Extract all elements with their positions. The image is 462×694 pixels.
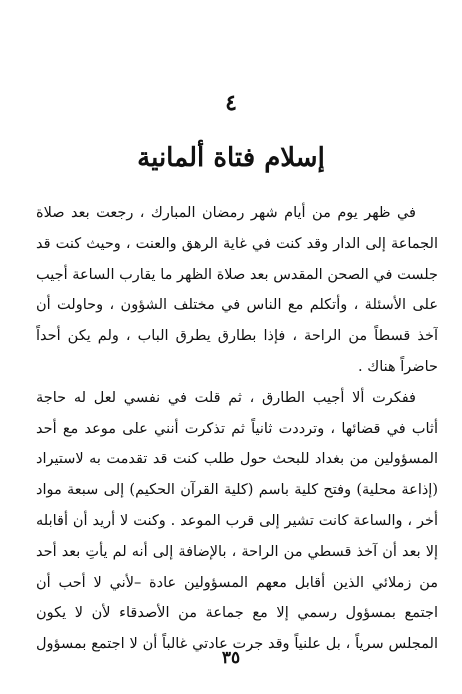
text-line: جلست في الصحن المقدس بعد صلاة الظهر ما يقارب الساعة أجيب (36, 266, 438, 283)
text-line: أخر ، والساعة كانت تشير إلى قرب الموعد . وكنت لا أريد أن أقابله (36, 512, 438, 529)
text-line: المسؤولين من بغداد للبحث حول طلب كنت قد تقدمت به لاستيراد (36, 451, 438, 468)
text-line: ففكرت ألا أجيب الطارق ، ثم قلت في نفسي لعل له حاجة (36, 389, 416, 406)
text-line: إلا بعد أن آخذ قسطي من الراحة ، بالإضافة إلى أنه لم يأتِ بعد أحد (36, 543, 438, 560)
text-line: من زملائي الذين أقابل معهم المسؤولين عادة –لأني لا أحب أن (36, 574, 438, 591)
text-line: في ظهر يوم من أيام شهر رمضان المبارك ، رجعت بعد صلاة (36, 205, 416, 221)
text-line: آخذ قسطاً من الراحة ، فإذا بطارق يطرق الباب ، ولم يكن أحداً (36, 328, 438, 345)
text-line: (إذاعة محلية) وفتح كلية باسم (كلية القرآن الحكيم) إلى سبعة مواد (36, 482, 438, 499)
text-line: حاضراً هناك . (358, 358, 438, 375)
body-text (36, 198, 438, 660)
text-line: الجماعة إلى الدار وقد كنت في غاية الرهق والعنت ، وحيث كنت قد (36, 235, 438, 252)
page-number: ٣٥ (221, 648, 241, 668)
paragraph-2 (36, 383, 438, 660)
paragraph-1 (36, 198, 438, 383)
text-line: اجتمع بمسؤول رسمي إلا مع جماعة من الأصدقاء لأن لا يكون (36, 605, 438, 622)
text-line: المجلس سرياً ، بل علنياً وقد جرت عادتي غالباً أن لا اجتمع بمسؤول (36, 636, 438, 653)
chapter-title: إسلام فتاة ألمانية (137, 143, 325, 173)
text-line: على الأسئلة ، وأتكلم مع الناس في مختلف الشؤون ، وحاولت أن (36, 297, 438, 314)
text-line: أثاب في قضائها ، وترددت ثانياً ثم تذكرت أنني على موعد مع أحد (36, 420, 438, 437)
chapter-number: ٤ (225, 90, 237, 116)
